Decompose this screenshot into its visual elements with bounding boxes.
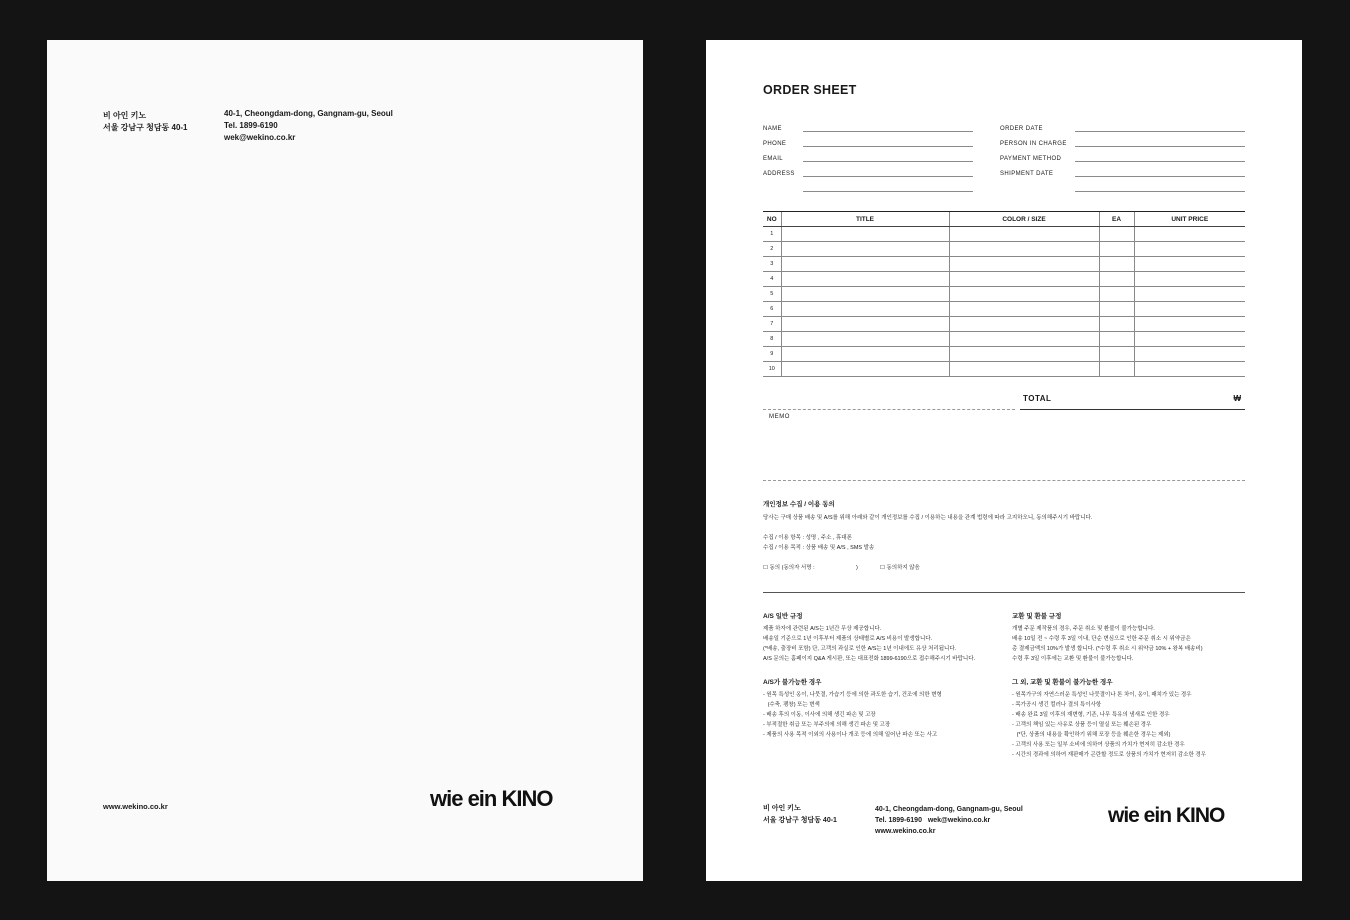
field-label-phone: PHONE [763,141,787,147]
as-impossible-line: - 원목 특성인 옹이, 나뭇결, 가습기 등에 의한 과도한 습기, 건조에 의한 변형 [763,692,942,698]
unit-price-cell[interactable] [1134,302,1245,317]
column-header-no: NO [763,212,781,227]
footer-company-name-ko: 비 아인 키노 [763,805,801,812]
column-header-unit-price: UNIT PRICE [1134,212,1245,227]
exchange-impossible-line: - 고객의 책임 있는 사유로 상품 등이 멸실 또는 훼손된 경우 [1012,722,1152,728]
person-in-charge-line [1075,146,1245,147]
order-items-table [763,211,1245,377]
privacy-items: 수집 / 이용 항목 : 성명 , 주소 , 휴대폰 [763,535,852,541]
color-size-cell[interactable] [949,287,1099,302]
brand-logo: wie ein KINO [430,786,553,811]
exchange-section [1012,612,1252,664]
table-row[interactable] [763,287,1245,302]
color-size-cell[interactable] [949,362,1099,377]
column-header-title: TITLE [781,212,949,227]
currency-symbol: ₩ [1233,394,1241,403]
unit-price-cell[interactable] [1134,242,1245,257]
footer-company-block [763,803,837,827]
exchange-impossible-line: - 고객의 사용 또는 일부 소비에 의하여 상품의 가치가 현저히 감소한 경우 [1012,742,1185,748]
table-row[interactable] [763,227,1245,242]
table-header-row [763,212,1245,227]
title-cell[interactable] [781,287,949,302]
unit-price-cell[interactable] [1134,287,1245,302]
privacy-intro: 당사는 구매 상품 배송 및 A/S를 위해 아래와 같이 개인정보를 수집 / 이용하는 내용을 관계 법령에 따라 고지하오니, 동의해주시기 바랍니다. [763,515,1093,521]
memo-top-divider [763,409,1015,410]
field-label-address: ADDRESS [763,171,795,177]
footer-phone: Tel. 1899-6190 [875,817,922,824]
exchange-impossible-line: - 배송 완료 3일 이후의 재변형, 기존, 나무 특유의 냄새로 인한 경우 [1012,712,1170,718]
unit-price-cell[interactable] [1134,317,1245,332]
agree-checkbox[interactable]: ☐ 동의 (동의자 서명 : [763,565,815,571]
footer-contact-block [875,804,1023,837]
field-label-shipment-date: SHIPMENT DATE [1000,171,1054,177]
memo-bottom-divider [763,480,1245,481]
row-number: 6 [763,302,781,317]
ea-cell[interactable] [1099,257,1134,272]
row-number: 2 [763,242,781,257]
privacy-heading: 개인정보 수집 / 이용 동의 [763,501,835,508]
as-general-line: A/S 문의는 홈페이지 Q&A 게시판, 또는 대표전화 1899-6190으로 접수해주시기 바랍니다. [763,656,976,662]
unit-price-cell[interactable] [1134,332,1245,347]
as-general-line: 제품 하자에 관련된 A/S는 1년간 무상 제공합니다. [763,626,882,632]
privacy-section [763,500,1245,573]
as-general-section [763,612,1003,664]
privacy-divider [763,592,1245,593]
title-cell[interactable] [781,332,949,347]
exchange-impossible-heading: 그 외, 교환 및 환불이 불가능한 경우 [1012,679,1113,686]
phone-number: Tel. 1899-6190 [224,121,278,130]
letterhead-contact-block [224,108,393,144]
color-size-cell[interactable] [949,272,1099,287]
agree-close-paren: ) [856,565,858,571]
as-general-line: (*배송, 출장비 포함) 단, 고객의 과실로 인한 A/S는 1년 이내에도 유상 처리됩니다. [763,646,957,652]
table-row[interactable] [763,317,1245,332]
phone-line [803,146,973,147]
color-size-cell[interactable] [949,257,1099,272]
row-number: 1 [763,227,781,242]
title-cell[interactable] [781,272,949,287]
exchange-impossible-section [1012,678,1252,760]
as-impossible-line: - 부적절한 취급 또는 부주의에 의해 생긴 파손 및 고장 [763,722,891,728]
exchange-line: 수령 후 3일 이후에는 교환 및 환불이 불가능합니다. [1012,656,1134,662]
exchange-line: 배송 10일 전 ~ 수령 후 3일 이내, 단순 변심으로 인한 주문 취소 시 위약금은 [1012,636,1191,642]
title-cell[interactable] [781,257,949,272]
title-cell[interactable] [781,347,949,362]
as-general-heading: A/S 일반 규정 [763,613,803,620]
column-header-color-size: COLOR / SIZE [949,212,1099,227]
privacy-purpose: 수집 / 이용 목적 : 상품 배송 및 A/S , SMS 발송 [763,545,875,551]
row-number: 9 [763,347,781,362]
title-cell[interactable] [781,362,949,377]
order-sheet [706,40,1302,881]
title-cell[interactable] [781,317,949,332]
exchange-heading: 교환 및 환불 규정 [1012,613,1062,620]
footer-address-en: 40-1, Cheongdam-dong, Gangnam-gu, Seoul [875,806,1023,813]
address-line-1 [803,176,973,177]
color-size-cell[interactable] [949,227,1099,242]
ea-cell[interactable] [1099,227,1134,242]
total-row [1020,393,1245,410]
extra-line [1075,191,1245,192]
field-label-order-date: ORDER DATE [1000,126,1043,132]
table-row[interactable] [763,332,1245,347]
title-cell[interactable] [781,227,949,242]
as-impossible-line: - 배송 후의 이동, 이사에 의해 생긴 파손 및 고장 [763,712,876,718]
shipment-date-line [1075,176,1245,177]
exchange-impossible-line: - 원목가구의 자연스러운 특성인 나뭇결이나 톤 차이, 옹이, 패치가 있는 경우 [1012,692,1192,698]
table-row[interactable] [763,272,1245,287]
row-number: 7 [763,317,781,332]
as-impossible-line: - 제품의 사용 목적 이외의 사용이나 개조 등에 의해 일어난 파손 또는 사고 [763,732,938,738]
unit-price-cell[interactable] [1134,362,1245,377]
color-size-cell[interactable] [949,302,1099,317]
as-general-line: 배송일 기준으로 1년 이후부터 제품의 상태별로 A/S 비용이 발생합니다. [763,636,933,642]
column-header-ea: EA [1099,212,1134,227]
ea-cell[interactable] [1099,272,1134,287]
address-ko: 서울 강남구 청담동 40-1 [103,123,188,132]
field-label-email: EMAIL [763,156,784,162]
unit-price-cell[interactable] [1134,227,1245,242]
ea-cell[interactable] [1099,317,1134,332]
color-size-cell[interactable] [949,242,1099,257]
as-impossible-line: (수축, 팽창) 또는 변색 [763,702,820,708]
address-line-2 [803,191,973,192]
name-line [803,131,973,132]
website-url: www.wekino.co.kr [103,802,168,811]
ea-cell[interactable] [1099,242,1134,257]
ea-cell[interactable] [1099,362,1134,377]
row-number: 4 [763,272,781,287]
field-label-name: NAME [763,126,782,132]
exchange-line: 개별 주문 제작품의 경우, 주문 취소 및 환불이 불가능합니다. [1012,626,1155,632]
footer-brand-logo: wie ein KINO [1108,804,1225,827]
color-size-cell[interactable] [949,317,1099,332]
order-date-line [1075,131,1245,132]
unit-price-cell[interactable] [1134,347,1245,362]
company-name-ko: 비 아인 키노 [103,111,147,120]
unit-price-cell[interactable] [1134,257,1245,272]
row-number: 5 [763,287,781,302]
disagree-checkbox[interactable]: ☐ 동의하지 않음 [880,565,920,571]
email-line [803,161,973,162]
address-en: 40-1, Cheongdam-dong, Gangnam-gu, Seoul [224,109,393,118]
table-row[interactable] [763,347,1245,362]
table-row[interactable] [763,257,1245,272]
memo-label: MEMO [769,414,791,420]
footer-email: wek@wekino.co.kr [927,817,991,824]
table-row[interactable] [763,302,1245,317]
exchange-impossible-line: (*단, 상품의 내용을 확인하기 위해 포장 등을 훼손한 경우는 제외) [1012,732,1171,738]
title-cell[interactable] [781,302,949,317]
row-number: 8 [763,332,781,347]
table-row[interactable] [763,362,1245,377]
letterhead-sheet [47,40,643,881]
exchange-line: 총 결제금액의 10%가 발생 합니다. (*수령 후 취소 시 위약금 10% + 왕복 배송비) [1012,646,1203,652]
as-impossible-heading: A/S가 불가능한 경우 [763,679,822,686]
exchange-impossible-line: - 목가공시 생긴 컬러나 결의 특이사항 [1012,702,1102,708]
ea-cell[interactable] [1099,347,1134,362]
field-label-payment-method: PAYMENT METHOD [1000,156,1062,162]
title-cell[interactable] [781,242,949,257]
row-number: 10 [763,362,781,377]
row-number: 3 [763,257,781,272]
order-sheet-title: ORDER SHEET [763,83,857,97]
unit-price-cell[interactable] [1134,272,1245,287]
ea-cell[interactable] [1099,332,1134,347]
color-size-cell[interactable] [949,332,1099,347]
footer-website: www.wekino.co.kr [875,828,936,835]
consent-row [763,563,1245,573]
ea-cell[interactable] [1099,287,1134,302]
exchange-impossible-line: - 시간의 경과에 의하여 재판매가 곤란할 정도로 상품의 가치가 현저히 감소한 경우 [1012,752,1206,758]
ea-cell[interactable] [1099,302,1134,317]
email-address: wek@wekino.co.kr [224,133,296,142]
table-row[interactable] [763,242,1245,257]
payment-method-line [1075,161,1245,162]
letterhead-company-block [103,110,188,134]
as-impossible-section [763,678,1003,740]
field-label-person-in-charge: PERSON IN CHARGE [1000,141,1067,147]
color-size-cell[interactable] [949,347,1099,362]
total-label: TOTAL [1023,394,1052,403]
footer-address-ko: 서울 강남구 청담동 40-1 [763,817,837,824]
